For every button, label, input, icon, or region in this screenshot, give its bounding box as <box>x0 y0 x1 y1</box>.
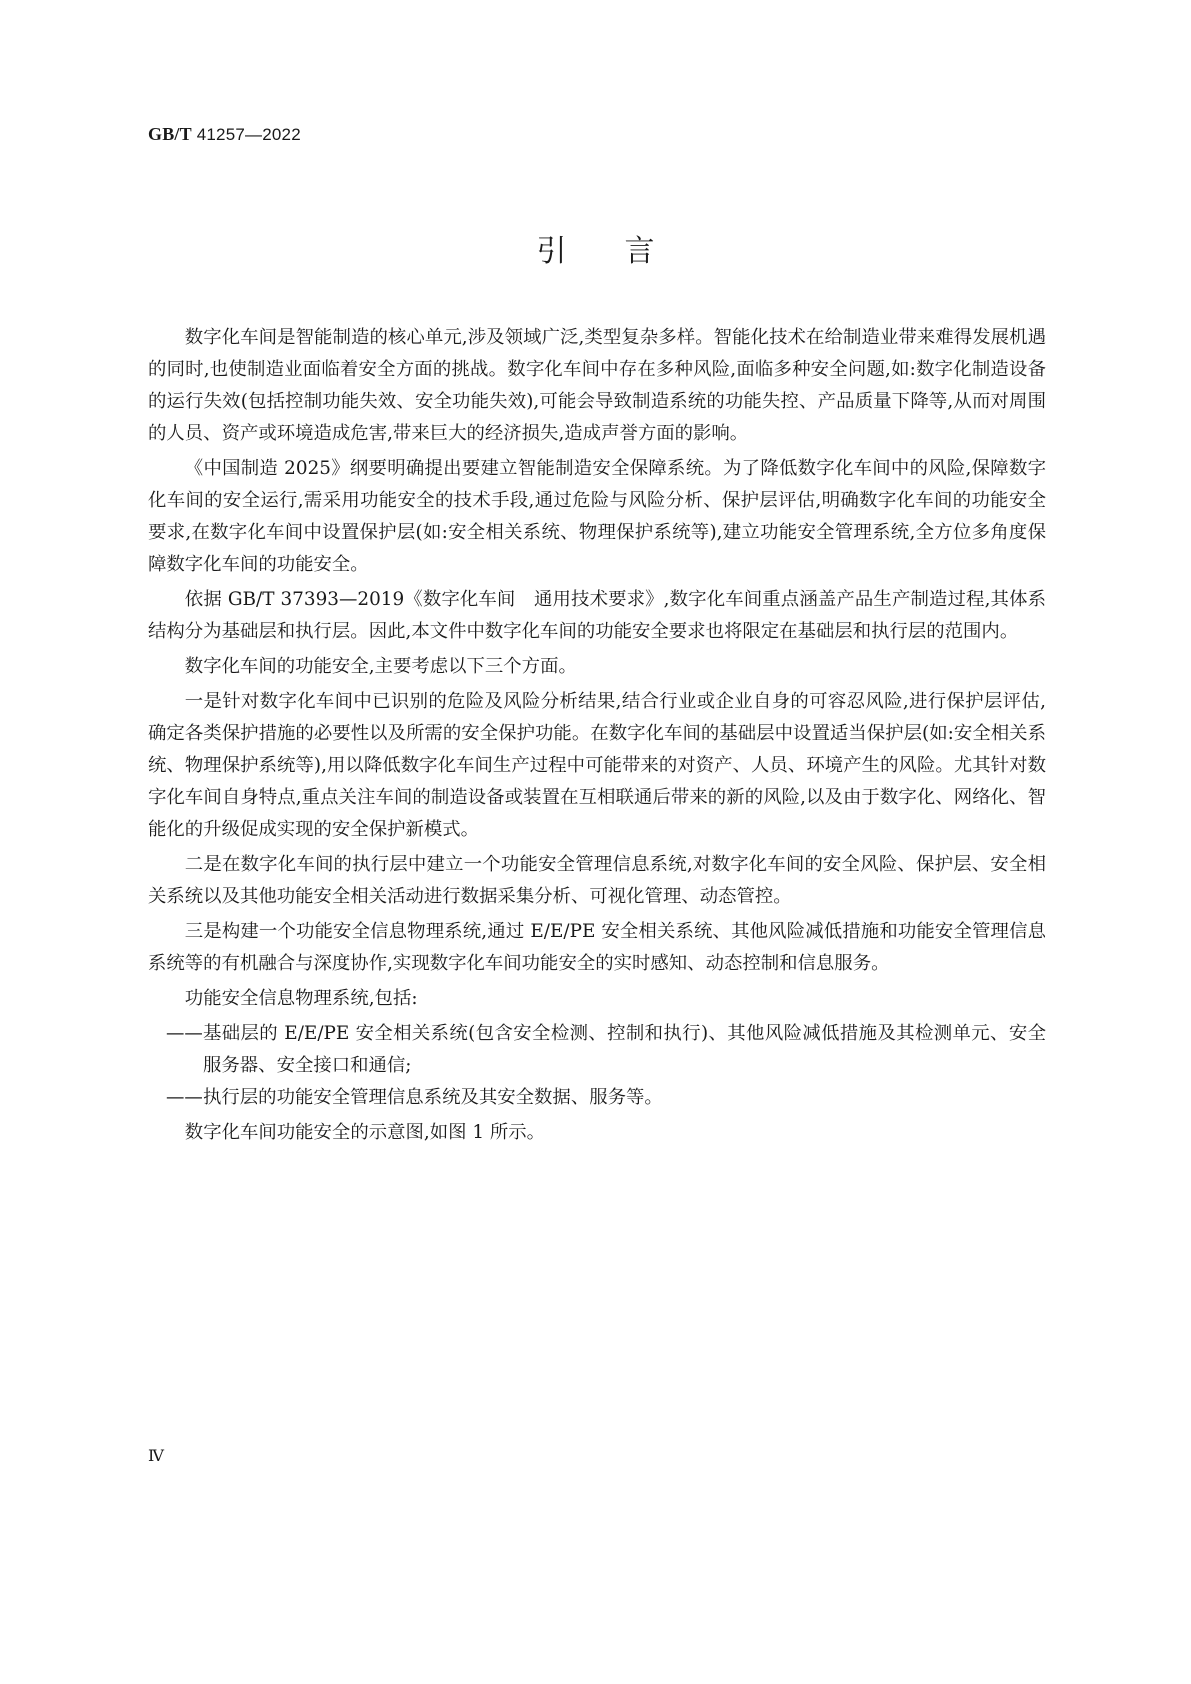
paragraph: 三是构建一个功能安全信息物理系统,通过 E/E/PE 安全相关系统、其他风险减低措施和功能安全管理信息系统等的有机融合与深度协作,实现数字化车间功能安全的实时感知、动态控制和信息服务。 <box>148 921 1046 974</box>
introduction-body <box>148 322 1046 1152</box>
standard-code <box>148 124 301 145</box>
system-component-list <box>148 1018 1046 1114</box>
list-item <box>148 1018 1046 1082</box>
page-title: 引言 <box>536 234 713 269</box>
list-item-text: 执行层的功能安全管理信息系统及其安全数据、服务等。 <box>203 1087 663 1108</box>
list-dash: —— <box>166 1023 203 1044</box>
paragraph: 《中国制造 2025》纲要明确提出要建立智能制造安全保障系统。为了降低数字化车间中的风险,保障数字化车间的安全运行,需采用功能安全的技术手段,通过危险与风险分析、保护层评估,明确数字化车间的功能安全要求,在数字化车间中设置保护层(如:安全相关系统、物理保护系统等),建立功能安全管理系统,全方位多角度保障数字化车间的功能安全。 <box>148 458 1046 575</box>
standard-code-number: 41257—2022 <box>191 125 301 144</box>
paragraph: 数字化车间的功能安全,主要考虑以下三个方面。 <box>184 656 577 677</box>
paragraph: 一是针对数字化车间中已识别的危险及风险分析结果,结合行业或企业自身的可容忍风险,进行保护层评估,确定各类保护措施的必要性以及所需的安全保护功能。在数字化车间的基础层中设置适当保护层(如:安全相关系统、物理保护系统等),用以降低数字化车间生产过程中可能带来的对资产、人员、环境产生的风险。尤其针对数字化车间自身特点,重点关注车间的制造设备或装置在互相联通后带来的新的风险,以及由于数字化、网络化、智能化的升级促成实现的安全保护新模式。 <box>148 691 1046 840</box>
standard-code-prefix: GB/T <box>148 124 192 144</box>
paragraph: 数字化车间是智能制造的核心单元,涉及领域广泛,类型复杂多样。智能化技术在给制造业带来难得发展机遇的同时,也使制造业面临着安全方面的挑战。数字化车间中存在多种风险,面临多种安全问题,如:数字化制造设备的运行失效(包括控制功能失效、安全功能失效),可能会导致制造系统的功能失控、产品质量下降等,从而对周围的人员、资产或环境造成危害,带来巨大的经济损失,造成声誉方面的影响。 <box>148 327 1046 444</box>
paragraph: 二是在数字化车间的执行层中建立一个功能安全管理信息系统,对数字化车间的安全风险、保护层、安全相关系统以及其他功能安全相关活动进行数据采集分析、可视化管理、动态管控。 <box>148 854 1046 907</box>
list-dash: —— <box>166 1087 203 1108</box>
paragraph: 功能安全信息物理系统,包括: <box>184 988 418 1009</box>
closing-paragraph: 数字化车间功能安全的示意图,如图 1 所示。 <box>184 1122 546 1143</box>
list-item <box>148 1082 1046 1114</box>
paragraph: 依据 GB/T 37393—2019《数字化车间 通用技术要求》,数字化车间重点涵盖产品生产制造过程,其体系结构分为基础层和执行层。因此,本文件中数字化车间的功能安全要求也将限定在基础层和执行层的范围内。 <box>148 589 1046 642</box>
page-number: Ⅳ <box>148 1448 164 1465</box>
list-item-text: 基础层的 E/E/PE 安全相关系统(包含安全检测、控制和执行)、其他风险减低措施及其检测单元、安全服务器、安全接口和通信; <box>203 1023 1046 1076</box>
